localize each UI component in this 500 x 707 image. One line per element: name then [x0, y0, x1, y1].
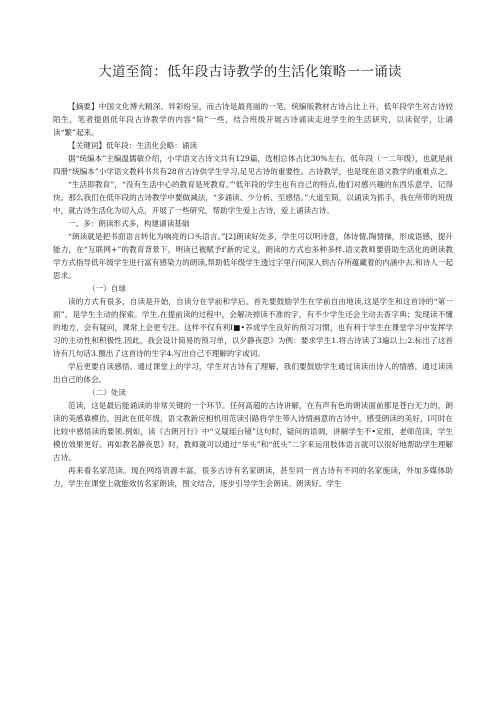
keywords: 【关键词】低年段：生活化会略：诵读	[68, 141, 198, 150]
subsection-heading: （一）自球	[88, 284, 126, 293]
paragraph: “朗读就是把书面语言转化为响亮的口头语言。”[2]朗读好处多，学生可以明诗意，体诗情,陶情操，形成语感，提升能力，在“互联网+”的教育背景下，明读已被赋予f'新的定义，朗读的方式也多种多样.语文教师要借助生活化的朗读教学方式指导低年级学生进行富有感染力的朗读,帮助低年级学生透过字里行间深入到古存所蕴藏着的内涵中去.和诗人一起思求。	[53, 232, 453, 280]
body-text	[53, 100, 453, 490]
paragraph: 读的方式有很多，自读是开始，自读分在学前和学后。首先要鼓励学生在学前自由地读,这是学生和这首诗的“第一面”，是学生主动的探索。学生.在提前读的过程中，会解决掉读不准的字，有不少学生还会主动去查字典；发现读不懂的地方，会有疑问，课常上会更专注。这样不仅有利I■•养成学生良好的预习习惯，也有利于学生在课堂学习中发挥学习的主动性和积极性.因此，我会设计简易的预习单，以夕静夜思》为例：要求学生1.将古诗读了3遍以上;2.标出了这首诗有几句话3.圈出了这首诗的生字4.写出自己不理解的字或词。	[53, 297, 453, 358]
subsection-heading: （二）处读	[88, 388, 126, 397]
paragraph: 学后更要自读感悟。通过课堂上的学习，学生对古诗有了理解，我们要鼓励学生通过读读出诗人的情感，通过读读出自己的体会。	[53, 362, 453, 384]
abstract: 【摘要】中国文化博大精深、异彩纷呈，而古诗是最亮丽的一笔，统编版教材古诗占比上升，低年段学生对古诗较陌生，笔者提倡低年段古诗教学的内容“简”一些，结合班级开展古诗诵读走进学生的生活研究，以读促学，让诵读“繁”起来。	[53, 102, 453, 137]
paragraph: 据“统编本”主编温儒敏介绍，小学语文古诗文共有129篇，选相总体占比30%左右，低年段（一二年级），也就是前四册“统编本”小学语文教科书共有28首古诗供学生学习,足见古诗的重要性。古诗教学，也是现在语文教学的重难点之。	[53, 154, 453, 176]
paragraph: 范读，这是最后能诵读的非常关键的一个环节。任何高超的古诗讲解，在有声有色的朗读面前都是苍白无力的，朗读的美感靠模仿。因此在低年级，语文教新应相机用范读引路将学生带入诗情画意的古诗中，感受朗读的美好，l可时在比较中感悟读的要领.例如，读《古朗月行》中“义疑瑶台镜”这句时，疑问的语调，讲解学生不•定组，老师范读，学生模仿效果更好。再如教名静夜思》时，教师就可以通过“举头”和“低头”二字来运用肢体语言就可以很好地帮助学生理解古诗。	[53, 401, 453, 462]
paragraph: “生活即教育”，“没有生活中心的教育是死教育。”'低年段的学生也有自己的特点,他们对感兴趣的东西乐意学、记得快。那么我们在低年段的古诗教学中要做减法，“多诵读、少分析、至感悟。”大道至简，以诵读为抓手，我在所带的班级中，就古诗生活化为切入点，开展了一些研究，帮助学生爱上古诗，爱上诵读古诗。	[53, 180, 453, 215]
page-title: 大道至简：低年段古诗教学的生活化策略一一诵读	[98, 64, 402, 80]
paragraph: 再来看名家范读。现在网络资源丰富，很多古诗有名家朗读，甚至同一首古诗有不同的名家施读，外加多媒体助力，学生在课堂上就能效仿名家朗读，图文结合，逐步引导学生会朗读、朗读好。学生	[53, 466, 453, 488]
section-heading: 一、多：朗读形式多，构建诵读基础	[68, 219, 190, 228]
